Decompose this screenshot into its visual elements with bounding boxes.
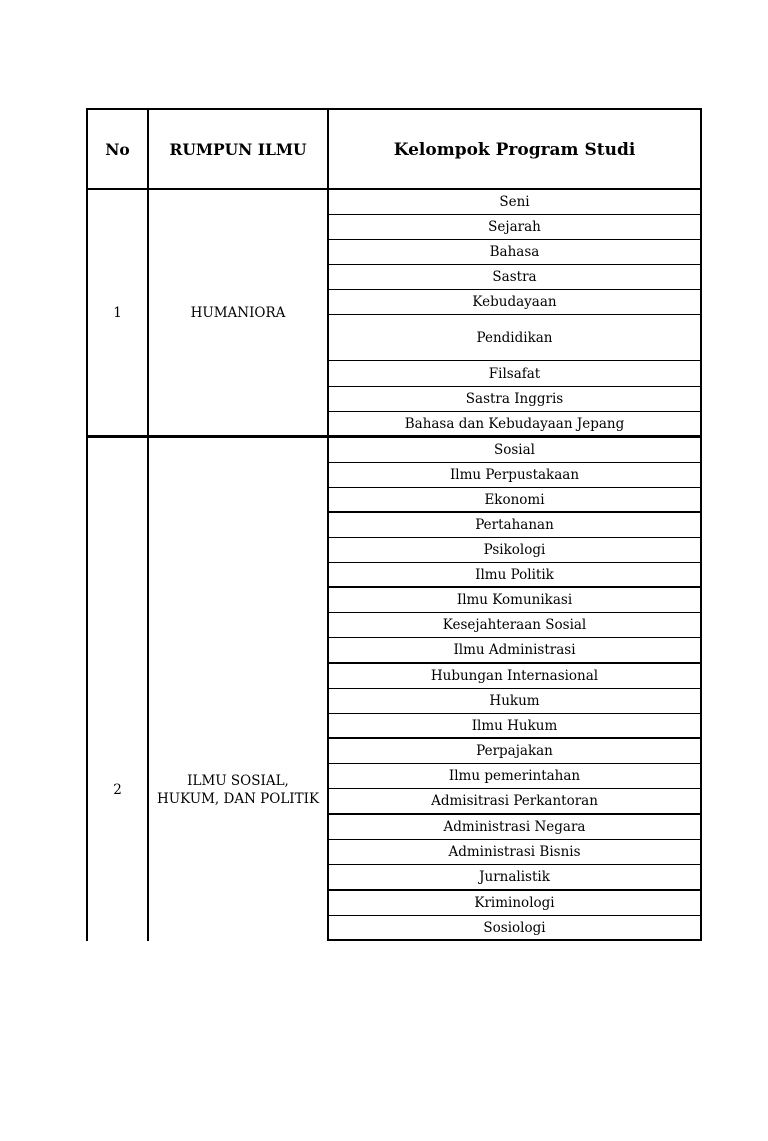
program-item: Ilmu Komunikasi — [456, 592, 573, 608]
program-item: Ilmu pemerintahan — [448, 768, 581, 784]
group-2-no: 2 — [113, 781, 122, 798]
program-item: Psikologi — [483, 542, 546, 558]
program-item: Jurnalistik — [479, 869, 550, 885]
program-item: Sastra Inggris — [465, 391, 564, 407]
program-item: Ilmu Politik — [475, 566, 554, 583]
header-rumpun-ilmu: RUMPUN ILMU — [169, 140, 307, 159]
table-bottom-border — [329, 939, 701, 941]
program-item: Ilmu Perpustakaan — [449, 467, 580, 483]
program-item: Bahasa — [489, 244, 540, 260]
program-item: Pertahanan — [475, 517, 554, 533]
program-item: Ilmu Hukum — [471, 717, 558, 734]
program-item: Kesejahteraan Sosial — [442, 617, 587, 633]
program-item: Sastra — [492, 269, 537, 285]
program-item: Hubungan Internasional — [430, 668, 599, 684]
program-item: Ilmu Administrasi — [453, 642, 576, 658]
group-1-no: 1 — [113, 305, 122, 321]
program-item: Hukum — [489, 693, 540, 709]
program-item: Filsafat — [488, 365, 541, 382]
program-item: Kriminologi — [474, 895, 555, 911]
group-2-rumpun: ILMU SOSIAL, HUKUM, DAN POLITIK — [156, 772, 320, 807]
program-item: Admisitrasi Perkantoran — [431, 793, 598, 809]
program-item: Sosial — [494, 442, 535, 458]
program-item: Administrasi Bisnis — [448, 844, 581, 860]
program-item: Bahasa dan Kebudayaan Jepang — [404, 416, 625, 432]
program-item: Pendidikan — [476, 329, 553, 346]
header-kelompok-program-studi: Kelompok Program Studi — [393, 139, 636, 160]
program-item: Ekonomi — [484, 491, 545, 508]
program-item: Kebudayaan — [472, 294, 557, 310]
table-right-border — [700, 108, 702, 941]
program-item: Administrasi Negara — [443, 819, 586, 835]
program-item: Perpajakan — [476, 743, 553, 759]
header-no: No — [105, 140, 130, 159]
program-item: Seni — [499, 194, 530, 210]
program-item: Sejarah — [488, 219, 541, 235]
group-1-rumpun: HUMANIORA — [190, 305, 286, 321]
program-item: Sosiologi — [483, 920, 546, 936]
